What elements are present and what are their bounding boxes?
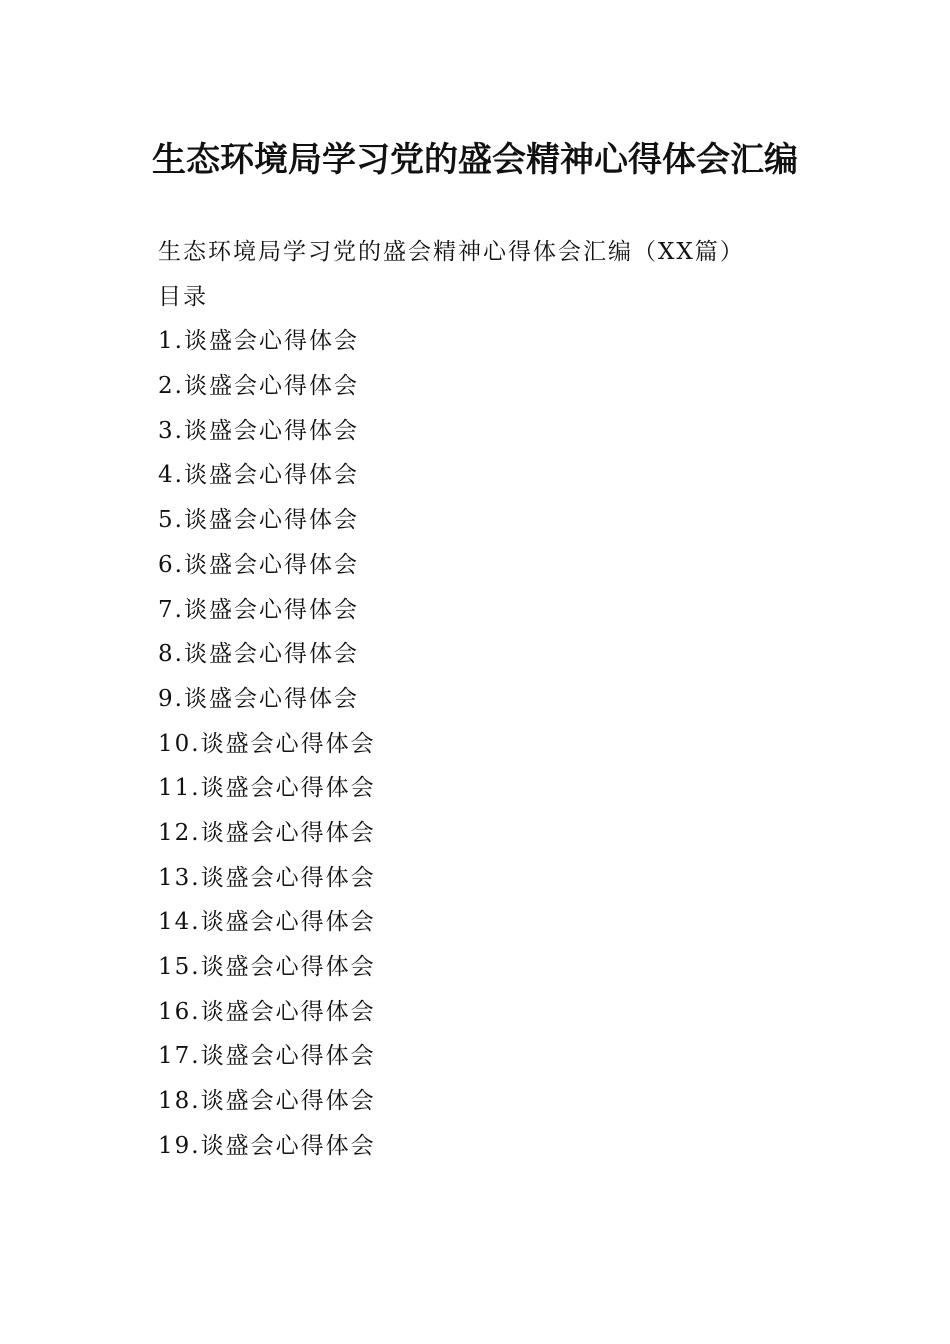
toc-item: 18.谈盛会心得体会 [158,1088,376,1115]
toc-item: 14.谈盛会心得体会 [158,909,376,936]
toc-item: 2.谈盛会心得体会 [158,373,359,400]
toc-item: 1.谈盛会心得体会 [158,328,359,355]
toc-item: 3.谈盛会心得体会 [158,417,359,444]
toc-item: 5.谈盛会心得体会 [158,507,359,534]
toc-item: 8.谈盛会心得体会 [158,641,359,668]
toc-heading: 目录 [158,283,208,310]
document-title: 生态环境局学习党的盛会精神心得体会汇编 [152,140,798,180]
document-subtitle: 生态环境局学习党的盛会精神心得体会汇编（XX篇） [158,239,745,265]
toc-item: 7.谈盛会心得体会 [158,596,359,623]
toc-item: 12.谈盛会心得体会 [158,819,376,846]
toc-item: 13.谈盛会心得体会 [158,864,376,891]
toc-item: 9.谈盛会心得体会 [158,685,359,712]
toc-list [158,319,878,1168]
toc-item: 4.谈盛会心得体会 [158,462,359,489]
toc-item: 19.谈盛会心得体会 [158,1132,376,1159]
toc-item: 15.谈盛会心得体会 [158,954,376,980]
toc-item: 6.谈盛会心得体会 [158,551,359,578]
toc-item: 17.谈盛会心得体会 [158,1043,376,1070]
toc-item: 16.谈盛会心得体会 [158,998,376,1025]
toc-item: 11.谈盛会心得体会 [158,775,376,802]
document-body [158,230,878,1168]
toc-item: 10.谈盛会心得体会 [158,730,376,757]
